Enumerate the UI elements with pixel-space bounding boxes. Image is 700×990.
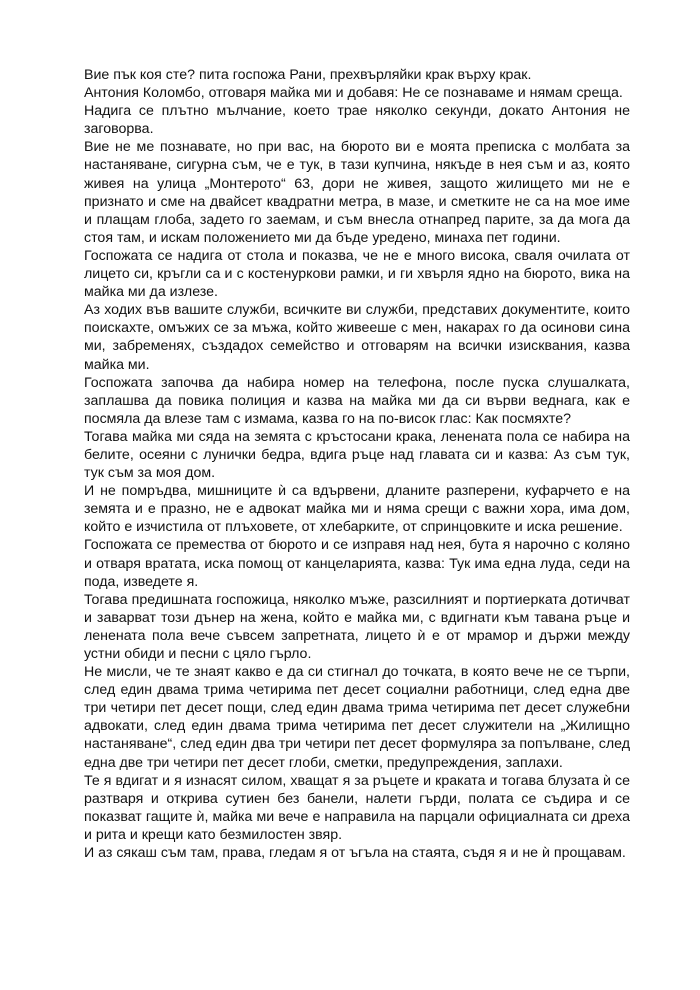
- paragraph: Тогава предишната госпожица, няколко мъже, разсилният и портиерката дотичват и заварват този дънер на жена, който е майка ми, с вдигнати към тавана ръце и ленената пола вече съвсем запретната, лицето ѝ е от мрамор и държи между устни обиди и песни с цяло гърло.: [84, 591, 630, 662]
- paragraph: Вие не ме познавате, но при вас, на бюрото ви е моята преписка с молбата за настаняване, сигурна съм, че е тук, в тази купчина, някъде в нея съм и аз, която живея на улица „Монтерото“ 63, дори не живея, защото жилището ми не е признато и сме на двайсет квадратни метра, в мазе, и сметките не са на мое име и плащам глоба, задето го заемам, и съм внесла отнапред парите, за да мога да стоя там, и искам положението ми да бъде уредено, минаха пет години.: [84, 139, 630, 246]
- paragraph: Те я вдигат и я изнасят силом, хващат я за ръцете и краката и тогава блузата ѝ се разтваря и открива сутиен без банели, налети гърди, полата се съдира и се показват гащите ѝ, майка ми вече е направила на парцали официалната си дреха и рита и крещи като безмилостен звяр.: [84, 772, 630, 843]
- paragraph: Госпожата се надига от стола и показва, че не е много висока, сваля очилата от лицето си, кръгли са и с костенуркови рамки, и ги хвърля ядно на бюрото, вика на майка ми да излезе.: [84, 247, 630, 301]
- paragraph: Тогава майка ми сяда на земята с кръстосани крака, ленената пола се набира на белите, осеяни с лунички бедра, вдига ръце над главата си и казва: Аз съм тук, тук съм за моя дом.: [84, 428, 630, 482]
- paragraph: Госпожата започва да набира номер на телефона, после пуска слушалката, заплашва да повика полиция и казва на майка ми да си върви веднага, как е посмяла да влезе там с измама, казва го на по-висок глас: Как посмяхте?: [84, 374, 630, 427]
- paragraph: И не помръдва, мишниците ѝ са вдървени, дланите разперени, куфарчето е на земята и е празно, не е адвокат майка ми и няма срещи с важни хора, има дом, който е изчистила от плъховете, от хлебарките, от спринцовките и иска решение.: [84, 483, 630, 536]
- document-page: [84, 66, 630, 862]
- paragraph: Вие пък коя сте? пита госпожа Рани, прехвърляйки крак върху крак.: [84, 67, 532, 83]
- paragraph: И аз сякаш съм там, права, гледам я от ъгъла на стаята, съдя я и не ѝ прощавам.: [84, 845, 626, 862]
- paragraph: Не мисли, че те знаят какво е да си стигнал до точката, в която вече не се търпи, след един двама трима четирима пет десет социални работници, след една две три четири пет десет пощи, след един двама трима четирима пет десет служебни адвокати, след един двама трима четирима пет десет служители на „Жилищно настаняване“, след един два три четири пет десет формуляра за попълване, след една две три четири пет десет глоби, сметки, предупреждения, заплахи.: [84, 664, 630, 771]
- paragraph: Аз ходих във вашите служби, всичките ви служби, представих документите, които поискахте, омъжих се за мъжа, който живееше с мен, накарах го да осинови сина ми, забременях, създадох семейство и отговарям на всички изисквания, казва майка ми.: [84, 302, 630, 373]
- paragraph: Антония Коломбо, отговаря майка ми и добавя: Не се познаваме и нямам среща.: [84, 85, 623, 102]
- paragraph: Госпожата се премества от бюрото и се изправя над нея, бута я нарочно с коляно и отваря вратата, иска помощ от канцеларията, казва: Тук има една луда, седи на пода, изведете я.: [84, 537, 630, 590]
- paragraph: Надига се плътно мълчание, което трае няколко секунди, докато Антония не заговорва.: [84, 103, 630, 138]
